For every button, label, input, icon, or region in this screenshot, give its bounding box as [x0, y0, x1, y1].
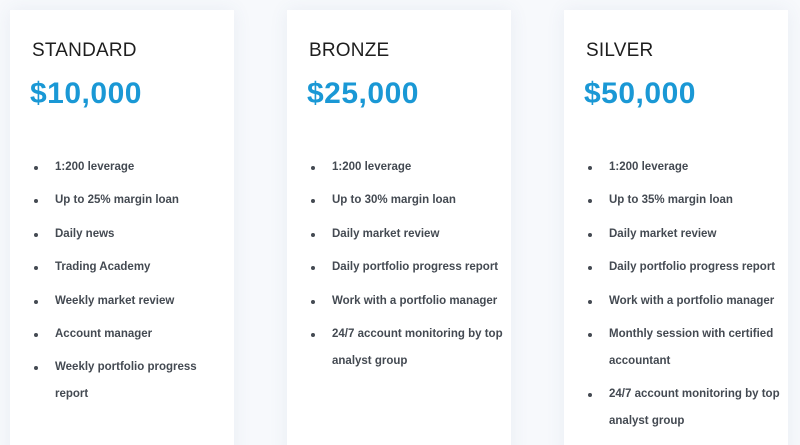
feature-text: Daily news: [55, 227, 115, 240]
feature-text: 24/7 account monitoring by top analyst group: [609, 388, 780, 428]
feature-text: Daily market review: [332, 227, 440, 240]
feature-text: 24/7 account monitoring by top analyst group: [332, 327, 503, 367]
bullet-icon: [34, 233, 38, 237]
feature-item: [586, 321, 780, 375]
feature-text: Trading Academy: [55, 261, 151, 274]
feature-text: 1:200 leverage: [55, 161, 135, 173]
feature-item: [32, 288, 226, 315]
feature-item: [309, 187, 503, 214]
bullet-icon: [588, 166, 592, 170]
feature-item: [586, 381, 780, 435]
bullet-icon: [311, 199, 315, 203]
feature-item: [32, 187, 226, 214]
bullet-icon: [588, 333, 592, 337]
bullet-icon: [588, 199, 592, 203]
feature-text: Monthly session with certified accountant: [609, 327, 774, 367]
feature-item: [32, 221, 226, 248]
bullet-icon: [34, 300, 38, 304]
feature-text: Up to 25% margin loan: [55, 194, 179, 207]
feature-text: Up to 30% margin loan: [332, 194, 456, 207]
plan-name: STANDARD: [32, 40, 137, 61]
feature-text: 1:200 leverage: [609, 161, 689, 173]
bullet-icon: [588, 233, 592, 237]
feature-text: Account manager: [55, 327, 153, 340]
feature-text: Daily portfolio progress report: [332, 261, 499, 274]
feature-text: Daily market review: [609, 227, 717, 240]
bullet-icon: [588, 266, 592, 270]
plan-card-bronze: [287, 10, 511, 445]
feature-text: Up to 35% margin loan: [609, 194, 733, 207]
feature-item: [586, 221, 780, 248]
feature-item: [32, 154, 226, 181]
bullet-icon: [588, 300, 592, 304]
plan-price: $25,000: [307, 77, 419, 110]
feature-list: [586, 154, 780, 442]
feature-item: [32, 354, 226, 408]
feature-item: [309, 321, 503, 375]
plan-name: SILVER: [586, 40, 654, 61]
feature-list: [32, 154, 226, 415]
bullet-icon: [588, 393, 592, 397]
feature-item: [586, 254, 780, 281]
feature-text: Work with a portfolio manager: [609, 294, 775, 307]
feature-text: Daily portfolio progress report: [609, 261, 776, 274]
bullet-icon: [311, 333, 315, 337]
bullet-icon: [34, 166, 38, 170]
bullet-icon: [311, 300, 315, 304]
feature-item: [309, 254, 503, 281]
feature-item: [309, 154, 503, 181]
plan-card-silver: [564, 10, 788, 445]
bullet-icon: [34, 199, 38, 203]
bullet-icon: [34, 333, 38, 337]
bullet-icon: [311, 233, 315, 237]
bullet-icon: [311, 166, 315, 170]
plan-price: $50,000: [584, 77, 696, 110]
feature-text: Work with a portfolio manager: [332, 294, 498, 307]
feature-item: [586, 288, 780, 315]
feature-item: [32, 321, 226, 348]
feature-text: Weekly portfolio progress report: [55, 361, 197, 401]
bullet-icon: [34, 366, 38, 370]
feature-item: [309, 221, 503, 248]
feature-text: 1:200 leverage: [332, 161, 412, 173]
feature-item: [586, 187, 780, 214]
feature-item: [32, 254, 226, 281]
feature-text: Weekly market review: [55, 294, 175, 307]
feature-list: [309, 154, 503, 381]
feature-item: [586, 154, 780, 181]
bullet-icon: [311, 266, 315, 270]
plan-price: $10,000: [30, 77, 142, 110]
feature-item: [309, 288, 503, 315]
bullet-icon: [34, 266, 38, 270]
plan-name: BRONZE: [309, 40, 390, 61]
plan-card-standard: [10, 10, 234, 445]
